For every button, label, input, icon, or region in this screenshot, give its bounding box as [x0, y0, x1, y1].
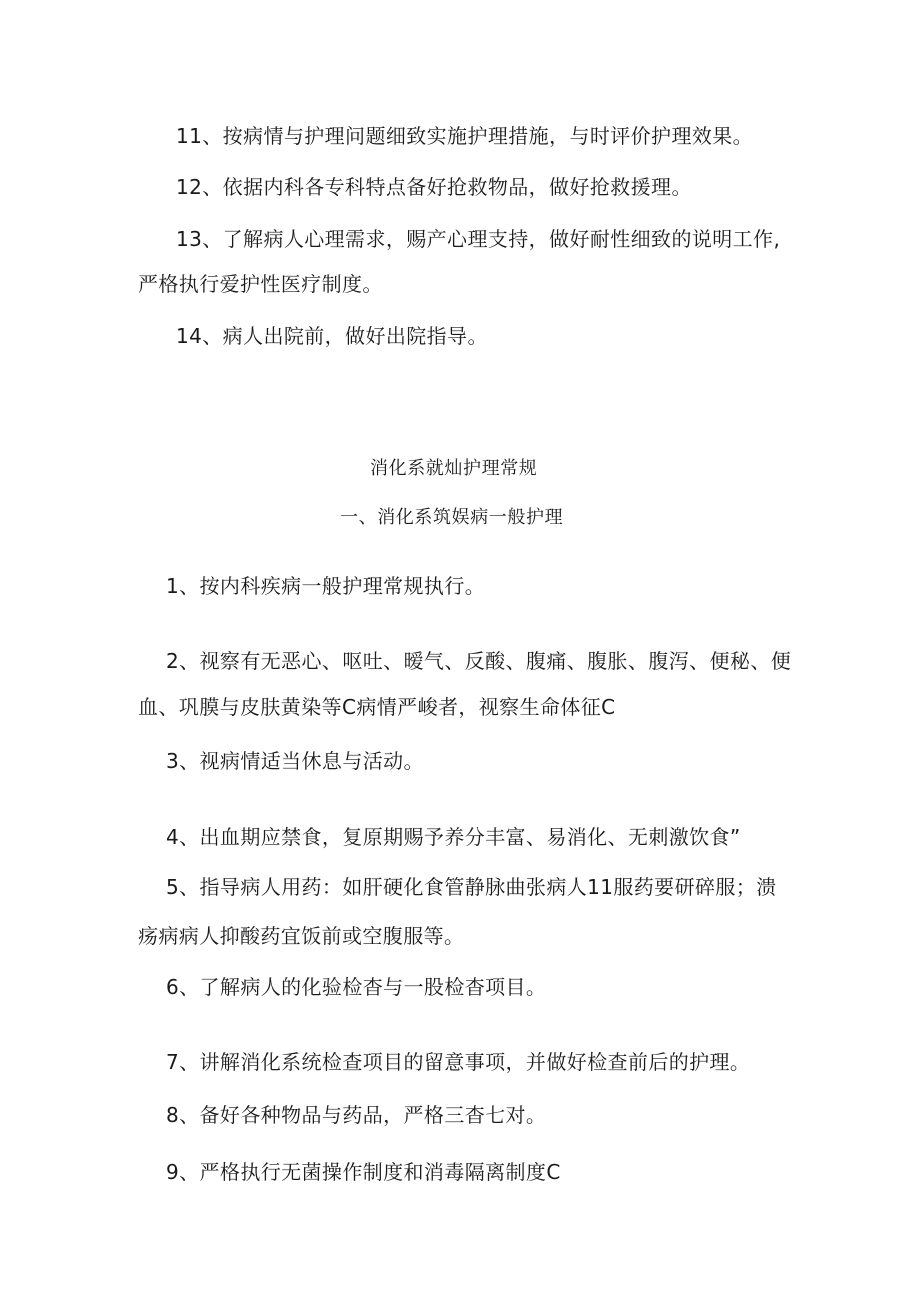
list-item-5-continuation: 疡病病人抑酸药宜饭前或空腹服等。 — [138, 924, 465, 948]
list-item-8: 8、备好各种物品与药品，严格三杳七对。 — [166, 1103, 547, 1127]
list-item-11: 11、按病情与护理问题细致实施护理措施，与时评价护理效果。 — [176, 124, 754, 148]
list-item-13-continuation: 严格执行爱护性医疗制度。 — [138, 272, 383, 296]
list-item-4: 4、出血期应禁食，复原期赐予养分丰富、易消化、无刺激饮食” — [166, 825, 741, 849]
list-item-3: 3、视病情适当休息与活动。 — [166, 749, 424, 773]
list-item-14: 14、病人出院前，做好出院指导。 — [176, 324, 488, 348]
list-item-7: 7、讲解消化系统检查项目的留意事项，并做好检查前后的护理。 — [166, 1050, 751, 1074]
list-item-6: 6、了解病人的化验检杳与一股检杳项目。 — [166, 975, 547, 999]
list-item-5: 5、指导病人用药：如肝硬化食管静脉曲张病人11服药要研碎服；溃 — [166, 875, 777, 899]
list-item-1: 1、按内科疾病一般护理常规执行。 — [166, 574, 486, 598]
list-item-13: 13、了解病人心理需求，赐产心理支持，做好耐性细致的说明工作, — [176, 227, 781, 251]
subsection-title: 一、消化系筑娱病一般护理 — [340, 507, 564, 528]
list-item-12: 12、依据内科各专科特点备好抢救物品，做好抢救援理。 — [176, 175, 692, 199]
section-title: 消化系就灿护理常规 — [370, 458, 538, 479]
list-item-9: 9、严格执行无菌操作制度和消毒隔离制度C — [166, 1160, 561, 1184]
list-item-2: 2、视察有无恶心、呕吐、暧气、反酸、腹痛、腹胀、腹泻、便秘、便 — [166, 649, 792, 673]
list-item-2-continuation: 血、巩膜与皮肤黄染等C病情严峻者，视察生命体征C — [138, 695, 616, 719]
